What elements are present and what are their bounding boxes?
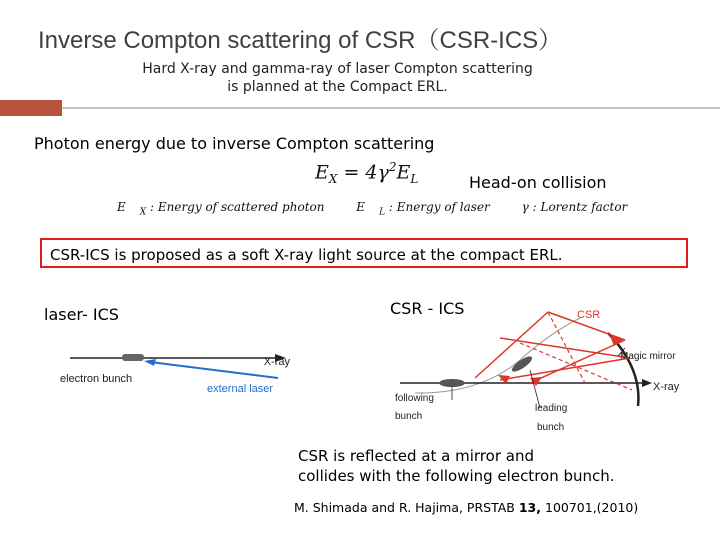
laser-xray-label: X-ray <box>263 356 290 368</box>
laser-arrowhead <box>144 359 156 366</box>
head-on-collision-label: Head-on collision <box>469 173 607 192</box>
csr-ics-diagram <box>380 298 715 443</box>
accent-bar <box>0 100 62 116</box>
csr-caption <box>298 446 698 486</box>
slide-title: Inverse Compton scattering of CSR（CSR-ICS） <box>38 27 563 54</box>
legend-ex: E $_X$ : Energy of scattered photon <box>117 200 325 218</box>
csr-ics-label: CSR - ICS <box>390 299 465 318</box>
laser-ics-label: laser- ICS <box>44 305 119 324</box>
caption-line-1: CSR is reflected at a mirror and <box>298 447 534 465</box>
external-laser-line <box>150 362 278 378</box>
formula-equals: = 4 <box>337 161 378 184</box>
following-label-2: bunch <box>395 411 423 422</box>
magic-mirror-arc <box>608 333 638 406</box>
csr-xray-label: X-ray <box>653 381 680 393</box>
csr-ray-3 <box>500 338 630 358</box>
formula-legend <box>117 200 641 217</box>
formula-lhs-sub: X <box>328 172 338 187</box>
photon-energy-heading: Photon energy due to inverse Compton scattering <box>34 134 435 153</box>
citation-volume: 13, <box>518 500 542 515</box>
leading-label-1: leading <box>535 403 568 414</box>
citation <box>294 500 638 515</box>
following-bunch-icon <box>439 379 465 387</box>
subtitle <box>100 60 575 96</box>
formula-power: 2 <box>388 160 397 174</box>
magic-mirror-label: Magic mirror <box>620 351 676 362</box>
subtitle-line-1: Hard X-ray and gamma-ray of laser Compton scattering <box>142 61 533 77</box>
electron-bunch-label: electron bunch <box>60 373 133 385</box>
compton-formula <box>315 160 418 186</box>
citation-authors: M. Shimada and R. Hajima, PRSTAB <box>294 500 519 515</box>
formula-gamma: γ <box>377 161 389 184</box>
formula-rhs-sub: L <box>410 172 419 187</box>
subtitle-line-2: is planned at the Compact ERL. <box>227 79 448 95</box>
legend-gamma: γ : Lorentz factor <box>521 200 628 214</box>
legend-el: E $_L$ : Energy of laser <box>356 200 490 218</box>
leading-label-2: bunch <box>537 422 565 433</box>
laser-ics-diagram <box>50 335 290 405</box>
electron-bunch-icon <box>122 354 144 361</box>
citation-rest: 100701,(2010) <box>541 500 639 515</box>
csr-xray-arrowhead <box>642 379 652 387</box>
formula-rhs-symbol: E <box>396 161 411 184</box>
divider <box>62 107 720 109</box>
external-laser-label: external laser <box>207 383 274 395</box>
following-label-1: following <box>395 393 434 404</box>
csr-label: CSR <box>577 309 601 321</box>
formula-lhs-symbol: E <box>315 161 329 184</box>
proposal-text: CSR-ICS is proposed as a soft X-ray light source at the compact ERL. <box>50 246 563 264</box>
caption-line-2: collides with the following electron bunch. <box>298 467 615 485</box>
